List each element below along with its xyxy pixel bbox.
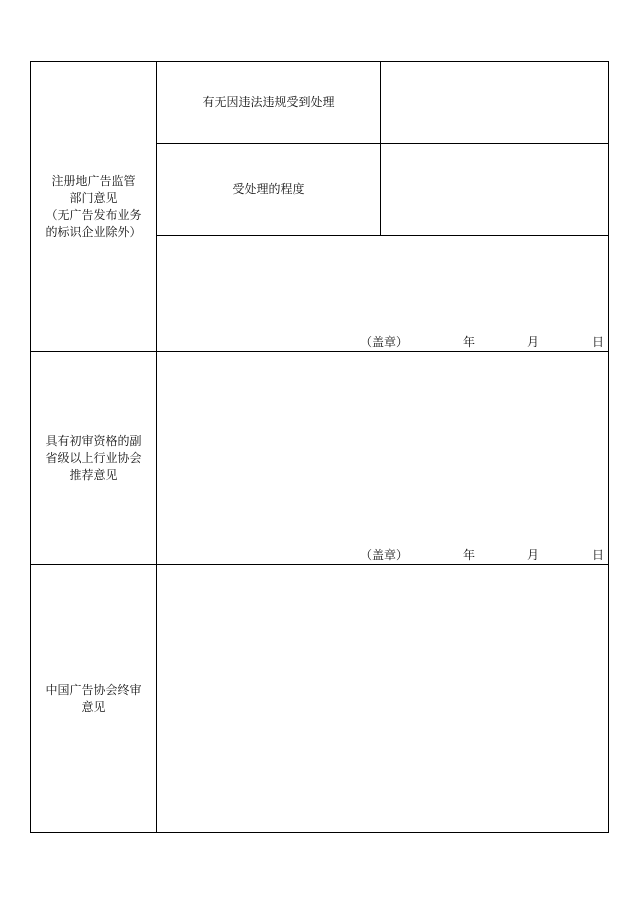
association-month: 月 bbox=[527, 548, 540, 562]
local-supervision-year: 年 bbox=[463, 335, 476, 349]
table-border-bottom bbox=[30, 832, 609, 833]
penalty-degree-label bbox=[157, 144, 380, 235]
association-recommendation-label bbox=[31, 352, 156, 564]
local-supervision-label-line-2: 部门意见 bbox=[69, 190, 118, 205]
local-supervision-label-line-3: （无广告发布业务 bbox=[45, 207, 142, 222]
violation-answer-field[interactable] bbox=[381, 62, 608, 143]
violation-question-label bbox=[157, 62, 380, 143]
review-opinion-form bbox=[30, 61, 609, 833]
local-supervision-seal: （盖章） bbox=[360, 335, 409, 349]
final-review-label-line-2: 意见 bbox=[81, 699, 106, 714]
association-year: 年 bbox=[463, 548, 476, 562]
local-supervision-label bbox=[31, 62, 156, 351]
penalty-degree-field[interactable] bbox=[381, 144, 608, 235]
local-supervision-month: 月 bbox=[527, 335, 540, 349]
association-label-line-1: 具有初审资格的副 bbox=[45, 433, 142, 448]
association-day: 日 bbox=[592, 548, 605, 562]
association-label-line-2: 省级以上行业协会 bbox=[45, 450, 142, 465]
local-supervision-opinion-field[interactable] bbox=[157, 236, 608, 351]
local-supervision-label-line-1: 注册地广告监管 bbox=[51, 173, 136, 188]
association-recommendation-field[interactable] bbox=[157, 352, 608, 564]
violation-question-text: 有无因违法违规受到处理 bbox=[202, 95, 335, 109]
association-seal: （盖章） bbox=[360, 548, 409, 562]
association-label-line-3: 推荐意见 bbox=[69, 467, 118, 482]
local-supervision-day: 日 bbox=[592, 335, 605, 349]
final-review-label-line-1: 中国广告协会终审 bbox=[45, 682, 142, 697]
penalty-degree-text: 受处理的程度 bbox=[232, 182, 305, 196]
table-border-right bbox=[608, 61, 609, 833]
final-review-label bbox=[31, 565, 156, 832]
final-review-field[interactable] bbox=[157, 565, 608, 832]
local-supervision-label-line-4: 的标识企业除外） bbox=[45, 224, 142, 239]
